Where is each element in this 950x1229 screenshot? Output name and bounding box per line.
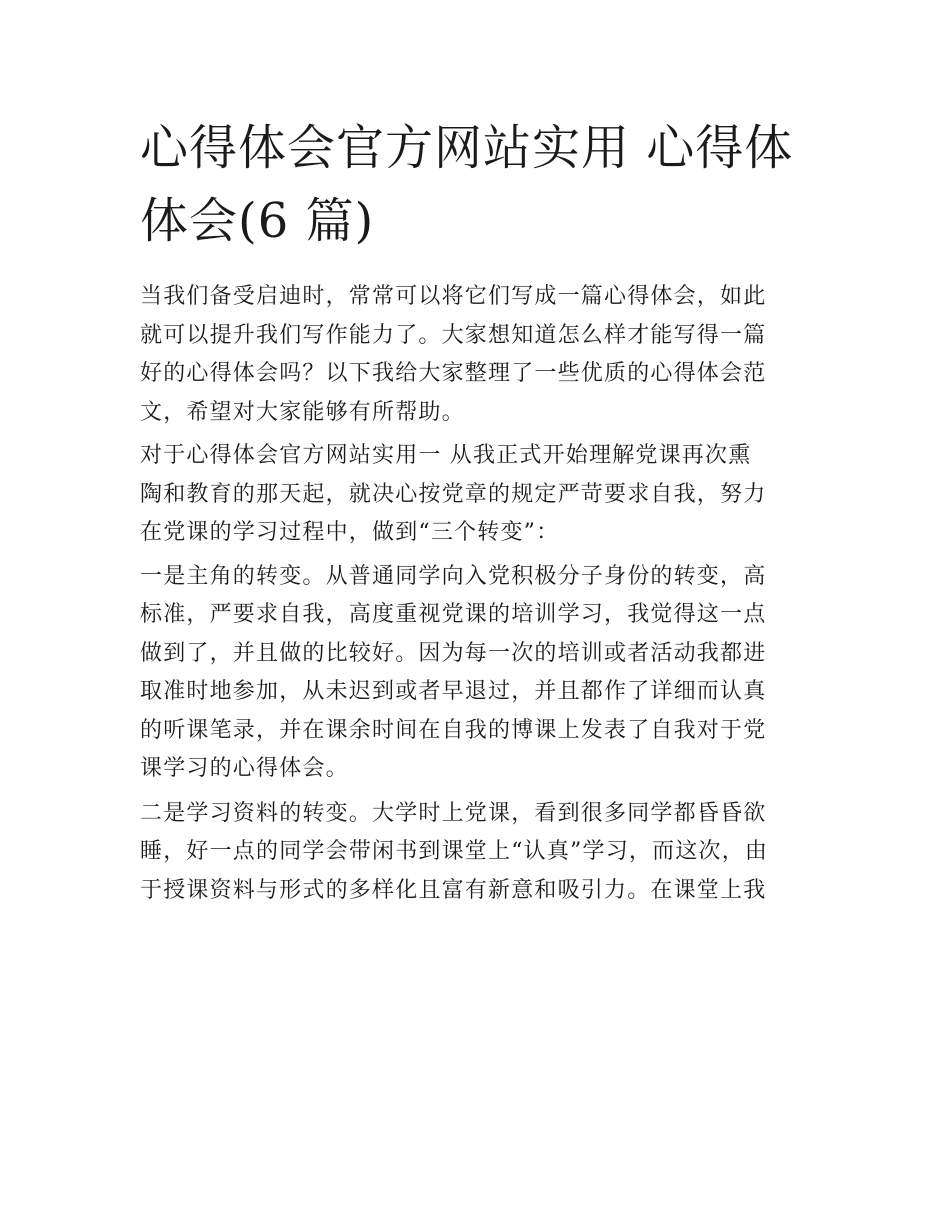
paragraph-line: 一是主角的转变。从普通同学向入党积极分子身份的转变，高 <box>140 563 767 589</box>
paragraph-line: 在党课的学习过程中，做到“三个转变”： <box>140 520 560 545</box>
paragraph-line: 对于心得体会官方网站实用一 从我正式开始理解党课再次熏 <box>140 443 752 468</box>
paragraph-line: 标准，严要求自我，高度重视党课的培训学习，我觉得这一点 <box>140 602 767 627</box>
paragraph-line: 就可以提升我们写作能力了。大家想知道怎么样才能写得一篇 <box>140 322 767 348</box>
paragraph-line: 睡，好一点的同学会带闲书到课堂上“认真”学习，而这次，由 <box>140 839 769 864</box>
paragraph-line: 取准时地参加，从未迟到或者早退过，并且都作了详细而认真 <box>140 679 767 704</box>
material-change-paragraph <box>140 795 815 911</box>
paragraph-line: 的听课笔录，并在课余时间在自我的博课上发表了自我对于党 <box>140 717 767 743</box>
paragraph-line: 课学习的心得体会。 <box>140 756 349 781</box>
paragraph-line: 好的心得体会吗？以下我给大家整理了一些优质的心得体会范 <box>140 361 767 386</box>
section-one-intro-paragraph <box>140 437 815 553</box>
title-line: 体会(6 篇) <box>140 193 375 249</box>
title-line: 心得体会官方网站实用 心得体 <box>140 120 794 176</box>
paragraph-line: 文，希望对大家能够有所帮助。 <box>140 399 465 425</box>
role-change-paragraph <box>140 558 815 789</box>
document-body <box>140 112 815 910</box>
intro-paragraph <box>140 278 815 432</box>
document-title <box>140 112 815 258</box>
paragraph-line: 做到了，并且做的比较好。因为每一次的培训或者活动我都进 <box>140 640 767 666</box>
paragraph-line: 陶和教育的那天起，就决心按党章的规定严苛要求自我，努力 <box>140 481 767 507</box>
paragraph-line: 二是学习资料的转变。大学时上党课，看到很多同学都昏昏欲 <box>140 800 767 826</box>
paragraph-line: 于授课资料与形式的多样化且富有新意和吸引力。在课堂上我 <box>140 877 767 903</box>
paragraph-line: 当我们备受启迪时，常常可以将它们写成一篇心得体会，如此 <box>140 284 767 309</box>
